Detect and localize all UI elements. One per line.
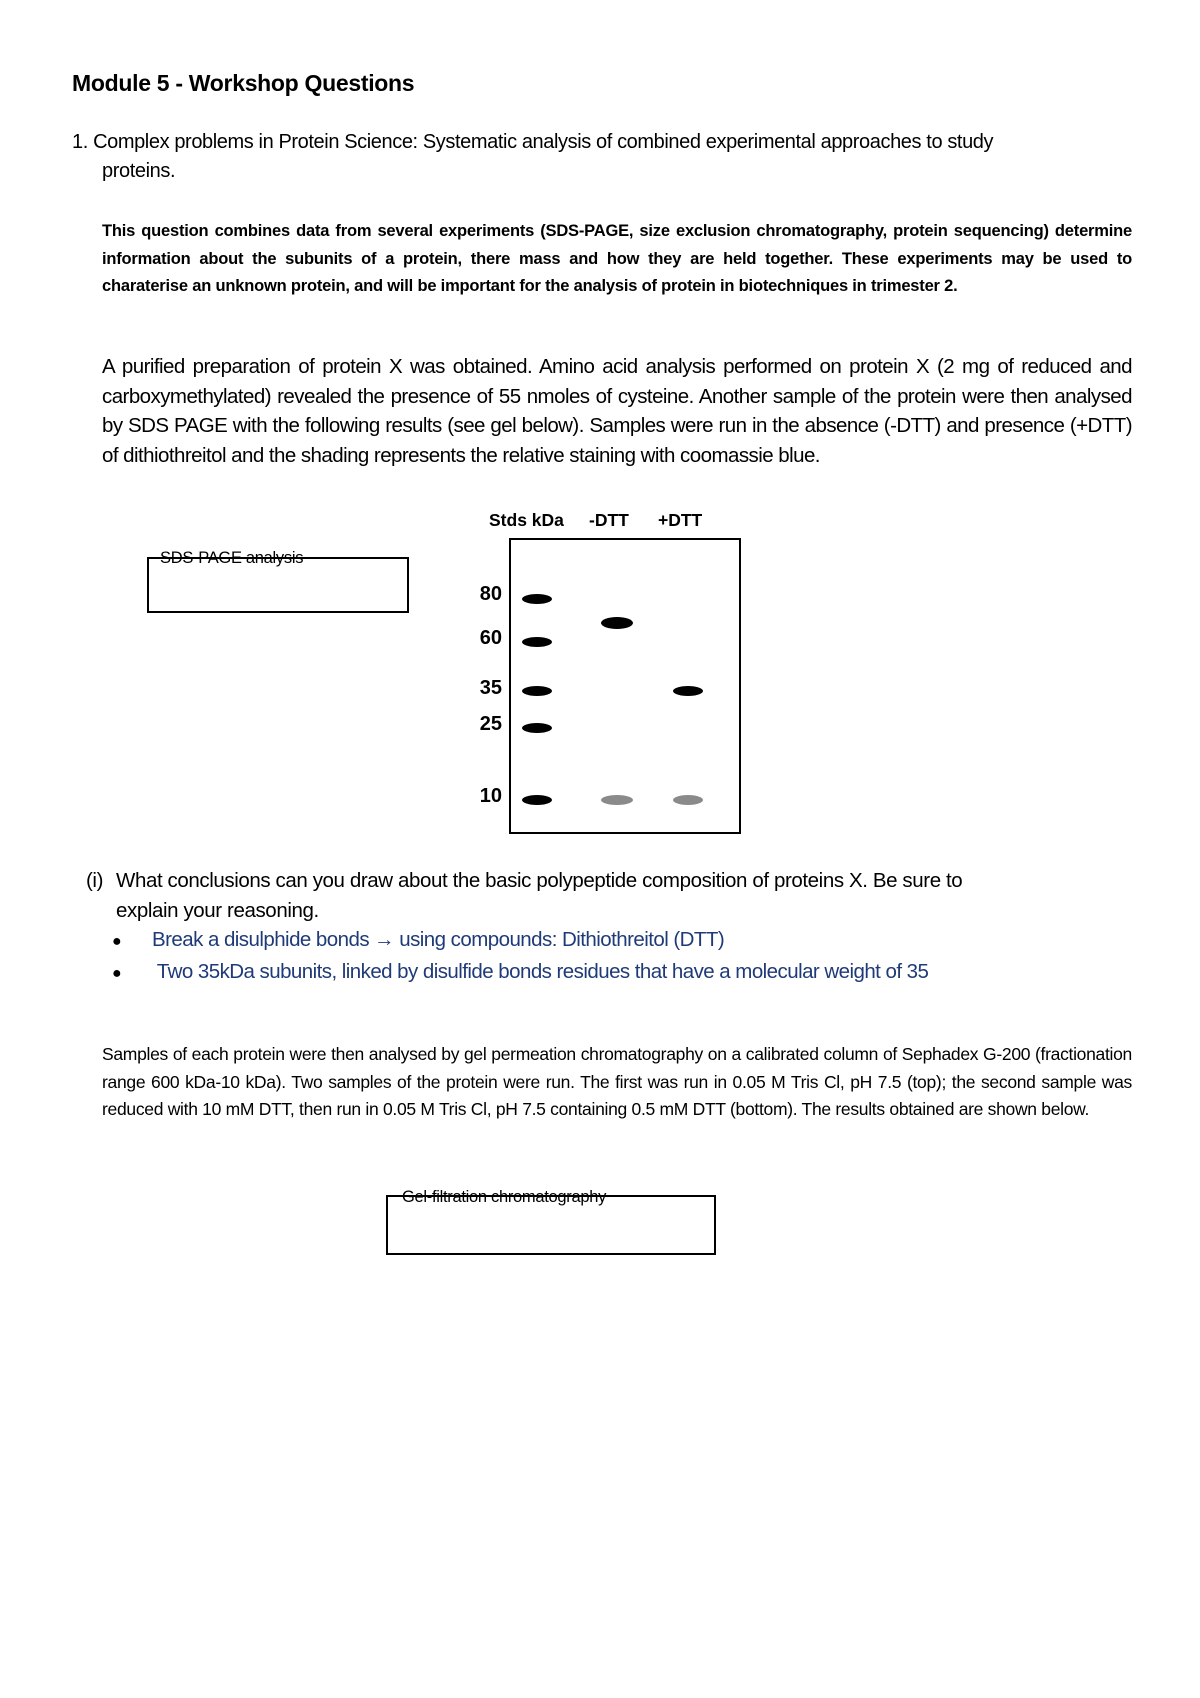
lane-header-minus-dtt: -DTT [589,510,629,530]
mw-label-10: 10 [479,785,502,807]
question-number: 1. [72,131,88,153]
sub-question-label: (i) [86,869,104,892]
question-1-heading [72,128,1132,186]
band-minus-dtt-10 [601,795,633,805]
answer-item [112,925,928,957]
answer-text: Two 35kDa subunits, linked by disulfide bonds residues that have a molecular weight of 35 [152,959,929,983]
answer-item [112,957,928,989]
question-heading-line1: Complex problems in Protein Science: Systematic analysis of combined experimental approaches to study [93,131,994,153]
question-heading-line2: proteins. [102,160,176,182]
gel-permeation-paragraph: Samples of each protein were then analysed by gel permeation chromatography on a calibrated column of Sephadex G-200 (fractionation range 600 kDa-10 kDa). Two samples of the protein were run. The first was run in 0.05 M Tris Cl, pH 7.5 (top); the second sample was reduced with 10 mM DTT, then run in 0.05 M Tris Cl, pH 7.5 containing 0.5 mM DTT (bottom). The results obtained are shown below. [102,1044,1132,1119]
band-stds-35 [522,686,552,696]
band-stds-10 [522,795,552,805]
gel-filtration-label: Gel-filtration chromatography [402,1188,607,1206]
band-minus-dtt-70 [601,617,633,629]
mw-label-35: 35 [479,677,502,699]
answer-list [112,925,928,988]
sub-question-i [86,866,1132,925]
page-title: Module 5 - Workshop Questions [72,70,415,96]
bullet-icon: ● [112,964,122,982]
mw-label-60: 60 [479,627,502,649]
band-stds-80 [522,594,552,604]
band-stds-60 [522,637,552,647]
sub-question-line1: What conclusions can you draw about the basic polypeptide composition of proteins X. Be sure to [116,869,963,892]
mw-label-25: 25 [479,713,502,735]
bullet-icon: ● [112,933,122,950]
sub-question-line2: explain your reasoning. [116,898,319,922]
band-plus-dtt-10 [673,795,703,805]
lane-header-stds: Stds kDa [489,510,564,530]
protein-x-paragraph: A purified preparation of protein X was obtained. Amino acid analysis performed on protein X (2 mg of reduced and carboxymethylated) revealed the presence of 55 nmoles of cysteine. Another sample of the protein were then analysed by SDS PAGE with the following results (see gel below). Samples were run in the absence (-DTT) and presence (+DTT) of dithiothreitol and the shading represents the relative staining with coomassie blue. [102,355,1132,467]
answer-text: Break a disulphide bonds → using compounds: Dithiothreitol (DTT) [152,928,725,951]
lane-header-plus-dtt: +DTT [658,510,703,530]
band-stds-25 [522,723,552,733]
band-plus-dtt-35 [673,686,703,696]
sds-page-label: SDS-PAGE analysis [160,549,304,567]
mw-label-80: 80 [479,583,502,605]
intro-paragraph: This question combines data from several experiments (SDS-PAGE, size exclusion chromatography, protein sequencing) determine information about the subunits of a protein, there mass and how they are held together. These experiments may be used to charaterise an unknown protein, and will be important for the analysis of protein in biotechniques in trimester 2. [102,222,1132,295]
